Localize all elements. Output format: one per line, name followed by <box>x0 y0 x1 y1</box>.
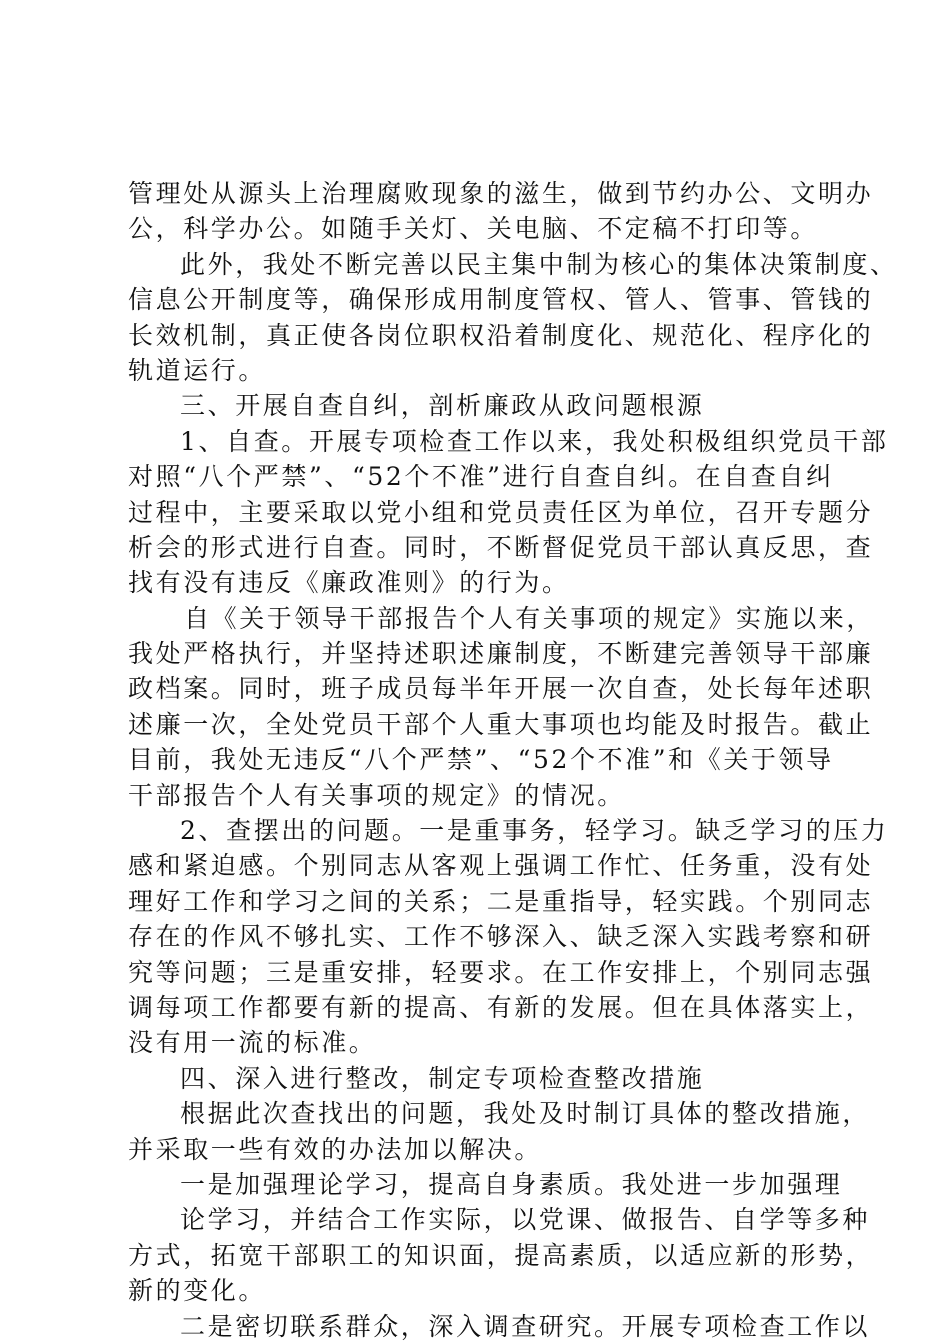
text-line: 述廉一次，全处党员干部个人重大事项也均能及时报告。截止 <box>128 709 874 739</box>
paragraph-start-line: 根据此次查找出的问题，我处及时制订具体的整改措施， <box>180 1099 871 1129</box>
text-line: 对照“八个严禁”、“52个不准”进行自查自纠。在自查自纠 <box>128 462 834 492</box>
paragraph-start-line: 此外，我处不断完善以民主集中制为核心的集体决策制度、 <box>180 249 898 279</box>
text-line: 析会的形式进行自查。同时，不断督促党员干部认真反思，查 <box>128 532 874 562</box>
paragraph-start-line: 2、查摆出的问题。一是重事务，轻学习。缺乏学习的压力 <box>180 816 889 846</box>
paragraph-start-line: 一是加强理论学习，提高自身素质。我处进一步加强理 <box>180 1169 843 1199</box>
text-line: 并采取一些有效的办法加以解决。 <box>128 1134 543 1164</box>
text-line: 轨道运行。 <box>128 355 267 385</box>
text-line: 管理处从源头上治理腐败现象的滋生，做到节约办公、文明办 <box>128 179 874 208</box>
paragraph-start-line: 1、自查。开展专项检查工作以来，我处积极组织党员干部 <box>180 426 889 456</box>
text-line: 找有没有违反《廉政准则》的行为。 <box>128 568 570 598</box>
text-line: 方式，拓宽干部职工的知识面，提高素质，以适应新的形势， <box>128 1240 874 1270</box>
text-line: 政档案。同时，班子成员每半年开展一次自查，处长每年述职 <box>128 674 874 704</box>
text-line: 目前，我处无违反“八个严禁”、“52个不准”和《关于领导 <box>128 745 834 775</box>
text-line: 论学习，并结合工作实际，以党课、做报告、自学等多种 <box>180 1205 871 1235</box>
paragraph-start-line: 自《关于领导干部报告个人有关事项的规定》实施以来， <box>184 603 875 633</box>
body-text <box>128 176 898 1344</box>
text-line: 感和紧迫感。个别同志从客观上强调工作忙、任务重，没有处 <box>128 851 874 881</box>
section-heading-3: 三、开展自查自纠，剖析廉政从政问题根源 <box>180 391 705 421</box>
text-line: 存在的作风不够扎实、工作不够深入、缺乏深入实践考察和研 <box>128 922 874 952</box>
text-line: 干部报告个人有关事项的规定》的情况。 <box>128 780 625 810</box>
text-line: 理好工作和学习之间的关系；二是重指导，轻实践。个别同志 <box>128 886 874 916</box>
text-line: 信息公开制度等，确保形成用制度管权、管人、管事、管钱的 <box>128 285 874 315</box>
text-line: 公，科学办公。如随手关灯、关电脑、不定稿不打印等。 <box>128 214 819 244</box>
text-line: 没有用一流的标准。 <box>128 1028 377 1058</box>
text-line: 我处严格执行，并坚持述职述廉制度，不断建完善领导干部廉 <box>128 639 874 669</box>
section-heading-4: 四、深入进行整改，制定专项检查整改措施 <box>180 1063 705 1093</box>
text-line: 长效机制，真正使各岗位职权沿着制度化、规范化、程序化的 <box>128 320 874 350</box>
text-line: 调每项工作都要有新的提高、有新的发展。但在具体落实上， <box>128 992 874 1022</box>
text-line: 新的变化。 <box>128 1276 267 1306</box>
paragraph-start-line: 二是密切联系群众，深入调查研究。开展专项检查工作以 <box>180 1311 871 1341</box>
text-line: 过程中，主要采取以党小组和党员责任区为单位，召开专题分 <box>128 497 874 527</box>
text-line: 究等问题；三是重安排，轻要求。在工作安排上，个别同志强 <box>128 957 874 987</box>
